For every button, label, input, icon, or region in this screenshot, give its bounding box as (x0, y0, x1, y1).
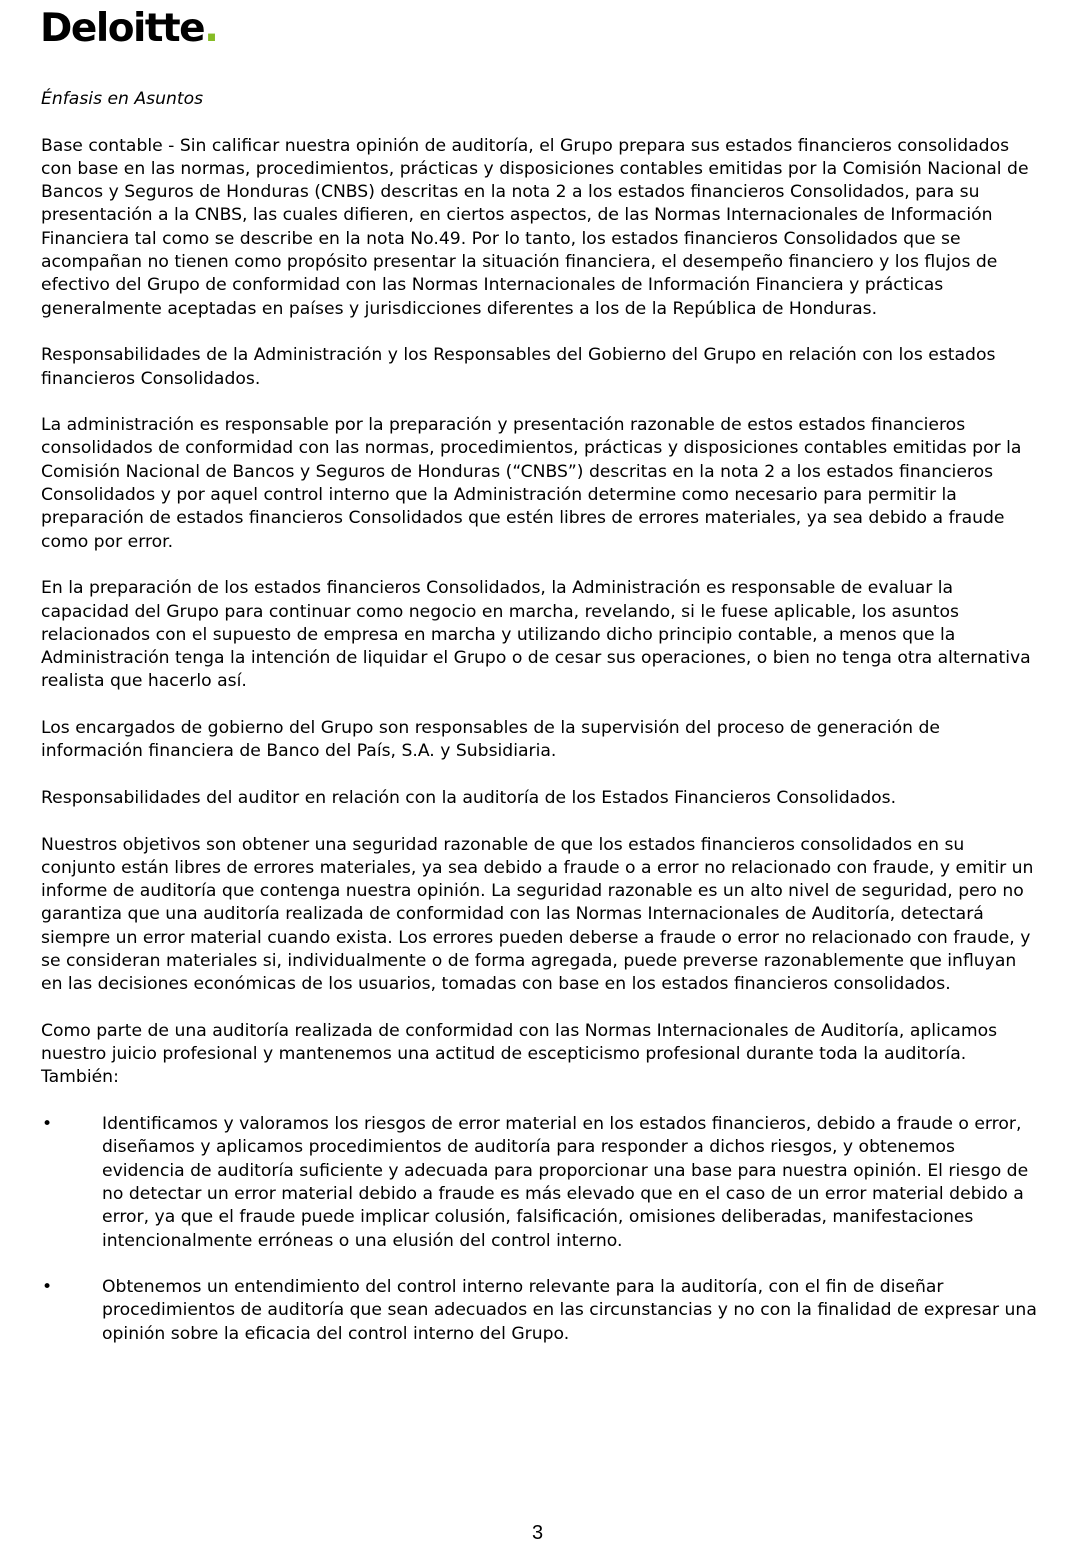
page-number: 3 (531, 1522, 544, 1544)
paragraph-heading-responsabilidades-auditor: Responsabilidades del auditor en relación con la auditoría de los Estados Financieros Consolidados. (41, 787, 897, 808)
deloitte-logo (40, 8, 1037, 52)
bullet-item (41, 1113, 1037, 1253)
section-title: Énfasis en Asuntos (41, 89, 204, 109)
paragraph-negocio-en-marcha: En la preparación de los estados financieros Consolidados, la Administración es responsable de evaluar la capacidad del Grupo para continuar como negocio en marcha, revelando, si le fuese aplicable, los asuntos relacionados con el supuesto de empresa en marcha y utilizando dicho principio contable, a menos que la Administración tenga la intención de liquidar el Grupo o de cesar sus operaciones, o bien no tenga otra alternativa realista que hacerlo así. (41, 578, 1031, 692)
paragraph-como-parte: Como parte de una auditoría realizada de conformidad con las Normas Internacionales de Auditoría, aplicamos nuestro juicio profesional y mantenemos una actitud de escepticismo profesional durante toda la auditoría. También: (41, 1020, 998, 1088)
paragraph-heading-responsabilidades-administracion: Responsabilidades de la Administración y los Responsables del Gobierno del Grupo en relación con los estados financieros Consolidados. (41, 345, 996, 389)
paragraph-administracion-responsable: La administración es responsable por la preparación y presentación razonable de estos estados financieros consolidados de conformidad con las normas, procedimientos, prácticas y disposiciones contables emitidas por la Comisión Nacional de Bancos y Seguros de Honduras (“CNBS”) descritas en la nota 2 a los estados financieros Consolidados y por aquel control interno que la Administración determine como necesario para permitir la preparación de estados financieros Consolidados que estén libres de errores materiales, ya sea debido a fraude como por error. (41, 415, 1022, 552)
logo-text: Deloitte (40, 6, 205, 51)
bullet-item (41, 1276, 1037, 1346)
paragraph-encargados-gobierno: Los encargados de gobierno del Grupo son responsables de la supervisión del proceso de generación de información financiera de Banco del País, S.A. y Subsidiaria. (41, 718, 940, 762)
bullet-text: Obtenemos un entendimiento del control interno relevante para la auditoría, con el fin de diseñar procedimientos de auditoría que sean adecuados en las circunstancias y no con la finalidad de expresar una opinión sobre la eficacia del control interno del Grupo. (102, 1277, 1037, 1344)
bullet-mark: • (42, 1114, 53, 1135)
paragraph-objetivos: Nuestros objetivos son obtener una seguridad razonable de que los estados financieros consolidados en su conjunto están libres de errores materiales, ya sea debido a fraude o a error no relacionado con fraude, y emitir un informe de auditoría que contenga nuestra opinión. La seguridad razonable es un alto nivel de seguridad, pero no garantiza que una auditoría realizada de conformidad con las Normas Internacionales de Auditoría, detectará siempre un error material cuando exista. Los errores pueden deberse a fraude o error no relacionado con fraude, y se consideran materiales si, individualmente o de forma agregada, puede preverse razonablemente que influyan en las decisiones económicas de los usuarios, tomadas con base en los estados financieros consolidados. (41, 834, 1034, 995)
bullet-text: Identificamos y valoramos los riesgos de error material en los estados financieros, debido a fraude o error, diseñamos y aplicamos procedimientos de auditoría para responder a dichos riesgos, y obtenemos evidencia de auditoría suficiente y adecuada para proporcionar una base para nuestra opinión. El riesgo de no detectar un error material debido a fraude es más elevado que en el caso de un error material debido a error, ya que el fraude puede implicar colusión, falsificación, omisiones deliberadas, manifestaciones intencionalmente erróneas o una elusión del control interno. (102, 1114, 1029, 1251)
paragraph-base-contable: Base contable - Sin calificar nuestra opinión de auditoría, el Grupo prepara sus estados financieros consolidados con base en las normas, procedimientos, prácticas y disposiciones contables emitidas por la Comisión Nacional de Bancos y Seguros de Honduras (CNBS) descritas en la nota 2 a los estados financieros Consolidados, para su presentación a la CNBS, las cuales difieren, en ciertos aspectos, de las Normas Internacionales de Información Financiera tal como se describe en la nota No.49. Por lo tanto, los estados financieros Consolidados que se acompañan no tienen como propósito presentar la situación financiera, el desempeño financiero y los flujos de efectivo del Grupo de conformidad con las Normas Internacionales de Información Financiera y prácticas generalmente aceptadas en países y jurisdicciones diferentes a los de la República de Honduras. (41, 135, 1029, 319)
bullet-mark: • (42, 1277, 53, 1298)
logo-dot: . (204, 6, 218, 51)
